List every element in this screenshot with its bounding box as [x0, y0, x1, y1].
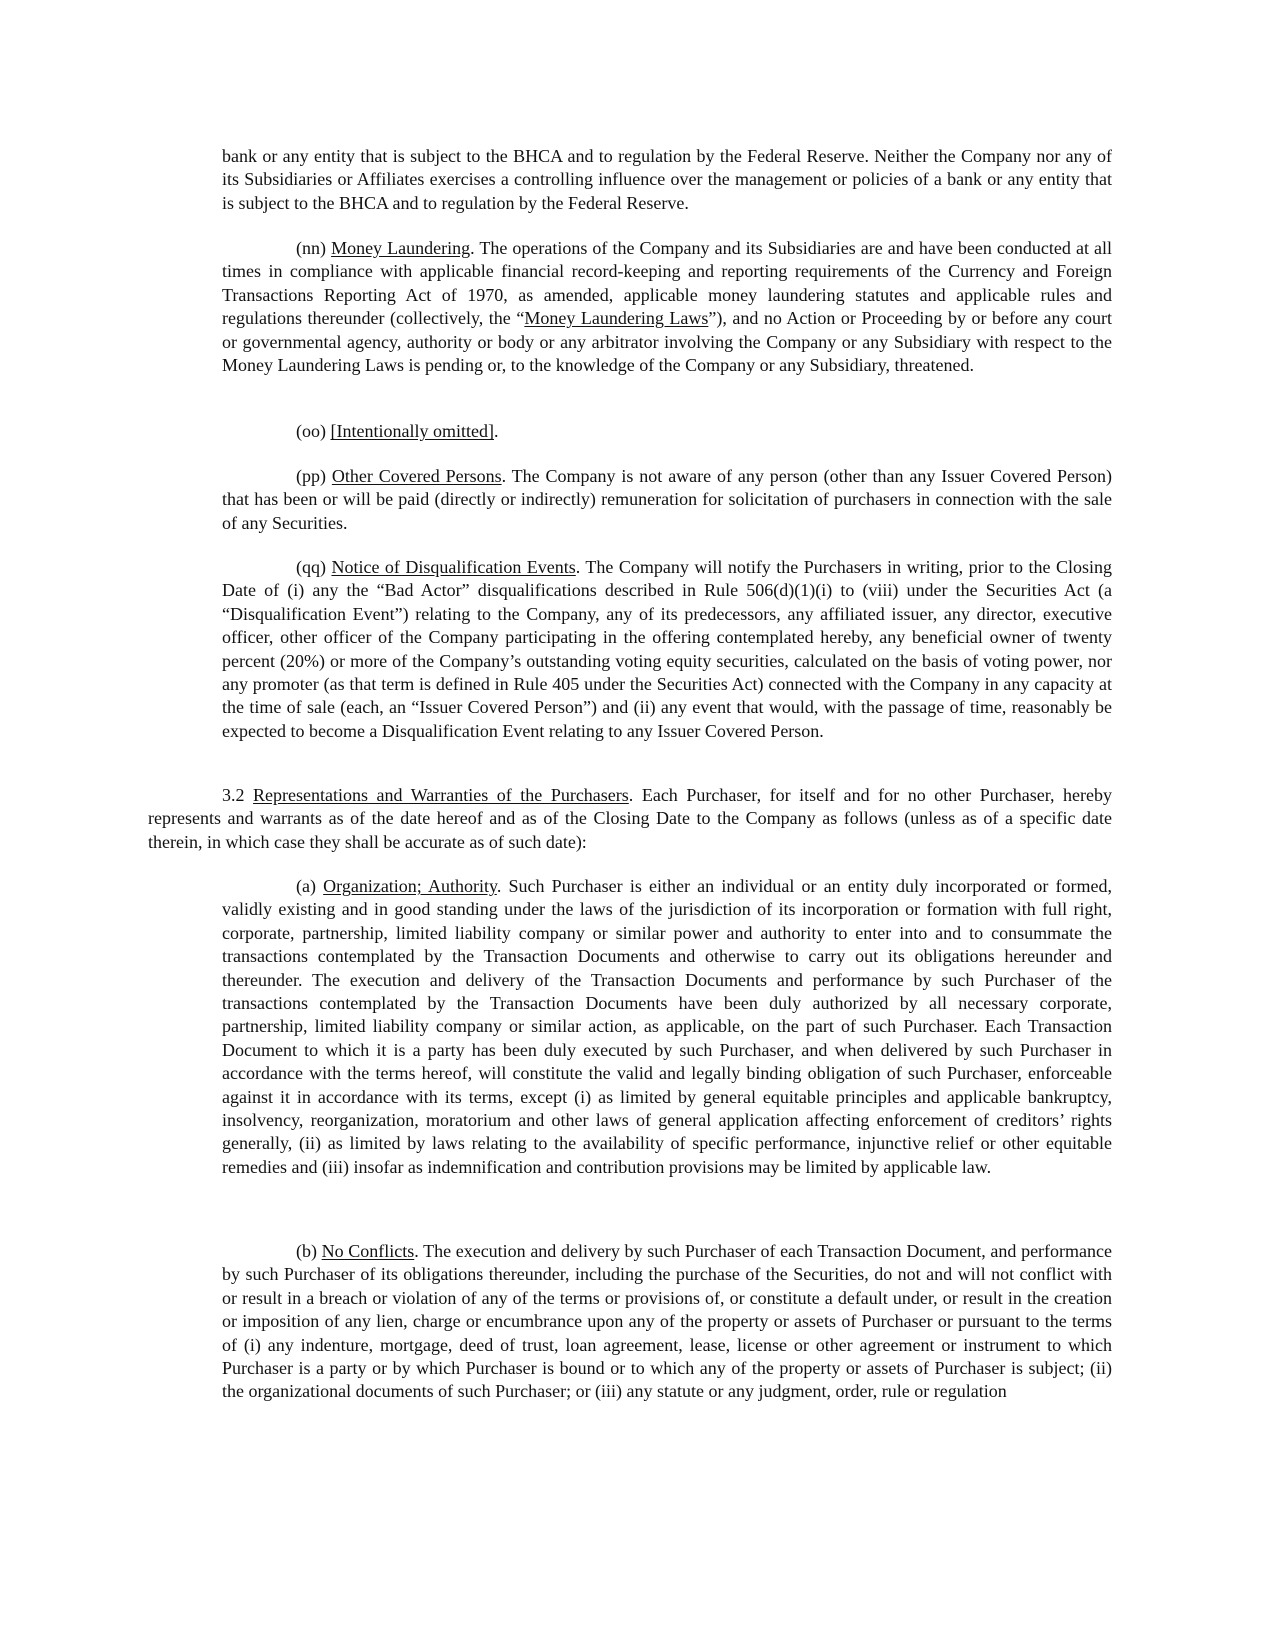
paragraph-text: . The Company will notify the Purchasers in writing, prior to the Closing Date of (i) any the “Bad Actor” disqualifications described in Rule 506(d)(1)(i) to (viii) under the Securities Act (a “Disqualification Event”) relating to the Company, any of its predecessors, any affiliated issuer, any director, executive officer, other officer of the Company participating in the offering contemplated hereby, any beneficial owner of twenty percent (20%) or more of the Company’s outstanding voting equity securities, calculated on the basis of voting power, nor any promoter (as that term is defined in Rule 405 under the Securities Act) connected with the Company in any capacity at the time of sale (each, an “Issuer Covered Person”) and (ii) any event that would, with the passage of time, reasonably be expected to become a Disqualification Event relating to any Issuer Covered Person. [222, 557, 1112, 741]
section-heading: Notice of Disqualification Events [331, 557, 576, 577]
paragraph-oo-intentionally-omitted [222, 420, 1112, 443]
paragraph-text: . [493, 421, 499, 441]
paragraph-bhca-continuation [222, 145, 1112, 215]
paragraph-text: . The Company is not aware of any person (other than any Issuer Covered Person) that has been or will be paid (directly or indirectly) remuneration for solicitation of purchasers in connection with the sale of any Securities. [222, 466, 1112, 533]
paragraph-nn-money-laundering [222, 237, 1112, 377]
section-label: 3.2 [222, 785, 254, 805]
paragraph-text: . Each Purchaser, for itself and for no other Purchaser, hereby represents and warrants as of the date hereof and as of the Closing Date to the Company as follows (unless as of a specific date therein, in which case they shall be accurate as of such date): [148, 785, 1112, 852]
section-label: (a) [296, 876, 324, 896]
section-label: (pp) [296, 466, 332, 486]
section-heading: No Conflicts [321, 1241, 415, 1261]
paragraph-a-organization-authority [222, 875, 1112, 1179]
section-heading: [Intentionally omitted] [330, 421, 494, 441]
paragraph-text: bank or any entity that is subject to the BHCA and to regulation by the Federal Reserve. Neither the Company nor any of its Subsidiaries or Affiliates exercises a controlling influence over the management or policies of a bank or any entity that is subject to the BHCA and to regulation by the Federal Reserve. [222, 146, 1112, 213]
paragraph-3-2-purchaser-representations [148, 784, 1112, 854]
section-heading: Organization; Authority [323, 876, 497, 896]
paragraph-text: . Such Purchaser is either an individual or an entity duly incorporated or formed, validly existing and in good standing under the laws of the jurisdiction of its incorporation or formation with full right, corporate, partnership, limited liability company or similar power and authority to enter into and to consummate the transactions contemplated by the Transaction Documents and otherwise to carry out its obligations hereunder and thereunder. The execution and delivery of the Transaction Documents and performance by such Purchaser of the transactions contemplated by the Transaction Documents have been duly authorized by all necessary corporate, partnership, limited liability company or similar action, as applicable, on the part of such Purchaser. Each Transaction Document to which it is a party has been duly executed by such Purchaser, and when delivered by such Purchaser in accordance with the terms hereof, will constitute the valid and legally binding obligation of such Purchaser, enforceable against it in accordance with its terms, except (i) as limited by general equitable principles and applicable bankruptcy, insolvency, reorganization, moratorium and other laws of general application affecting enforcement of creditors’ rights generally, (ii) as limited by laws relating to the availability of specific performance, injunctive relief or other equitable remedies and (iii) insofar as indemnification and contribution provisions may be limited by applicable law. [222, 876, 1112, 1177]
section-heading: Money Laundering [331, 238, 471, 258]
section-heading: Representations and Warranties of the Purchasers [253, 785, 629, 805]
paragraph-pp-other-covered-persons [222, 465, 1112, 535]
section-heading: Other Covered Persons [331, 466, 502, 486]
section-label: (b) [296, 1241, 322, 1261]
paragraph-text: ”), and no Action or Proceeding by or before any court or governmental agency, authority or body or any arbitrator involving the Company or any Subsidiary with respect to the Money Laundering Laws is pending or, to the knowledge of the Company or any Subsidiary, threatened. [222, 308, 1112, 376]
paragraph-text: . The operations of the Company and its Subsidiaries are and have been conducted at all times in compliance with applicable financial record-keeping and reporting requirements of the Currency and Foreign Transactions Reporting Act of 1970, as amended, applicable money laundering statutes and applicable rules and regulations thereunder (collectively, the “ [222, 238, 1112, 329]
paragraph-qq-notice-of-disqualification [222, 556, 1112, 743]
section-label: (oo) [296, 421, 331, 441]
defined-term: Money Laundering Laws [524, 308, 709, 329]
paragraph-text: . The execution and delivery by such Purchaser of each Transaction Document, and performance by such Purchaser of its obligations thereunder, including the purchase of the Securities, do not and will not conflict with or result in a breach or violation of any of the terms or provisions of, or constitute a default under, or result in the creation or imposition of any lien, charge or encumbrance upon any of the property or assets of Purchaser or pursuant to the terms of (i) any indenture, mortgage, deed of trust, loan agreement, lease, license or other agreement or instrument to which Purchaser is a party or by which Purchaser is bound or to which any of the property or assets of Purchaser is subject; (ii) the organizational documents of such Purchaser; or (iii) any statute or any judgment, order, rule or regulation [222, 1241, 1113, 1402]
section-label: (nn) [296, 238, 332, 258]
paragraph-b-no-conflicts [222, 1240, 1112, 1404]
section-label: (qq) [296, 557, 332, 577]
